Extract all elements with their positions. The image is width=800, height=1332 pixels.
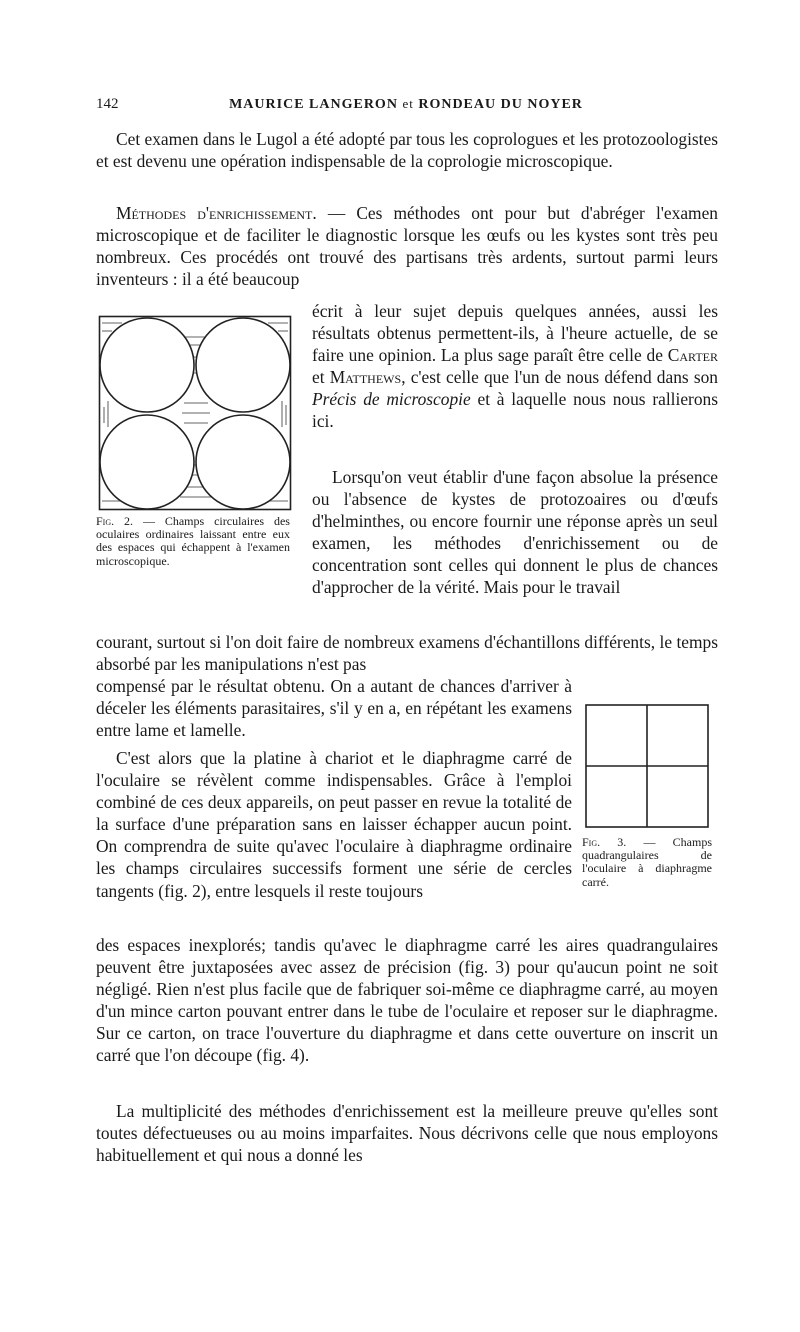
- paragraph-2-text: — Ces méthodes ont pour but d'abréger l'examen microscopique et de faciliter le diagnostic lorsque les œufs ou les kystes sont très peu nombreux. Ces procédés ont trouvé des partisans très ardents, surtout parmi leurs inventeurs : il a été beaucoup: [96, 203, 718, 290]
- paragraph-4: C'est alors que la platine à chariot et le diaphragme carré de l'oculaire se révèlent comme indispensables. Grâce à l'emploi combiné de ces deux appareils, on peut passer en revue la totalité de la surface d'une préparation sans en laisser échapper aucun point. On comprendra de suite qu'avec l'oculaire à diaphragme ordinaire les champs circulaires successifs forment une série de cercles tangents (fig. 2), entre lesquels il reste toujours: [96, 748, 572, 901]
- paragraph-3: Lorsqu'on veut établir d'une façon absolue la présence ou l'absence de kystes de protozoaires ou d'œufs d'helminthes, ou encore fournir une réponse après un seul examen, les méthodes d'enrichissement ou de concentration sont celles qui donnent le plus de chances d'approcher de la vérité. Mais pour le travail: [312, 467, 718, 598]
- figure-2-label: Fig. 2.: [96, 514, 134, 528]
- running-title: [96, 96, 716, 113]
- paragraph-2-continued: écrit à leur sujet depuis quelques années, aussi les résultats obtenus permettent-ils, à l'heure actuelle, de se faire une opinion. La plus sage paraît être celle de Carter et Matthews, c'est celle que l'un de nous défend dans son Précis de microscopie et à laquelle nous nous rallierons ici.: [312, 301, 718, 432]
- figure-3-label: Fig. 3.: [582, 835, 627, 849]
- running-title-author-2: RONDEAU DU NOYER: [418, 97, 583, 112]
- paragraph-4-continued: des espaces inexplorés; tandis qu'avec le diaphragme carré les aires quadrangulaires peuvent être juxtaposées avec assez de précision (fig. 3) pour qu'aucun point ne soit négligé. Rien n'est plus facile que de fabriquer soi-même ce diaphragme carré, au moyen d'un mince carton pouvant entrer dans le tube de l'oculaire et reposer sur le diaphragme. Sur ce carton, on trace l'ouverture du diaphragme et dans cette ouverture on inscrit un carré que l'on découpe (fig. 4).: [96, 935, 718, 1066]
- book-title: Précis de microscopie: [312, 389, 471, 410]
- running-header: [96, 96, 716, 118]
- figure-3-caption: Fig. 3. — Champs quadrangulaires de l'oculaire à diaphragme carré.: [582, 835, 712, 889]
- figure-2-circular-fields: [98, 315, 292, 511]
- running-title-author-1: MAURICE LANGERON: [229, 97, 398, 112]
- figure-3-square-fields: [585, 704, 709, 828]
- figure-2-caption: Fig. 2. — Champs circulaires des oculaires ordinaires laissant entre eux des espaces qui échappent à l'examen microscopique.: [96, 514, 290, 568]
- author-carter: Carter: [667, 345, 718, 366]
- author-matthews: Matthews: [329, 367, 402, 388]
- paragraph-1: Cet examen dans le Lugol a été adopté par tous les coprologues et les protozoologistes et est devenu une opération indispensable de la coprologie microscopique.: [96, 129, 718, 172]
- running-title-et: et: [402, 96, 414, 111]
- circular-field-1: [100, 318, 194, 412]
- circular-field-3: [100, 415, 194, 509]
- circular-field-2: [196, 318, 290, 412]
- paragraph-2: [96, 202, 718, 290]
- paragraph-5: La multiplicité des méthodes d'enrichissement est la meilleure preuve qu'elles sont toutes défectueuses ou au moins imparfaites. Nous décrivons celle que nous employons habituellement et qui nous a donné les: [96, 1101, 718, 1166]
- paragraph-3-continued-2: compensé par le résultat obtenu. On a autant de chances d'arriver à déceler les éléments parasitaires, s'il y en a, en répétant les examens entre lame et lamelle.: [96, 676, 572, 741]
- circular-field-4: [196, 415, 290, 509]
- paragraph-3-continued: courant, surtout si l'on doit faire de nombreux examens d'échantillons différents, le temps absorbé par les manipulations n'est pas: [96, 632, 718, 675]
- section-heading: Méthodes d'enrichissement.: [116, 203, 317, 223]
- page-number: 142: [96, 96, 119, 112]
